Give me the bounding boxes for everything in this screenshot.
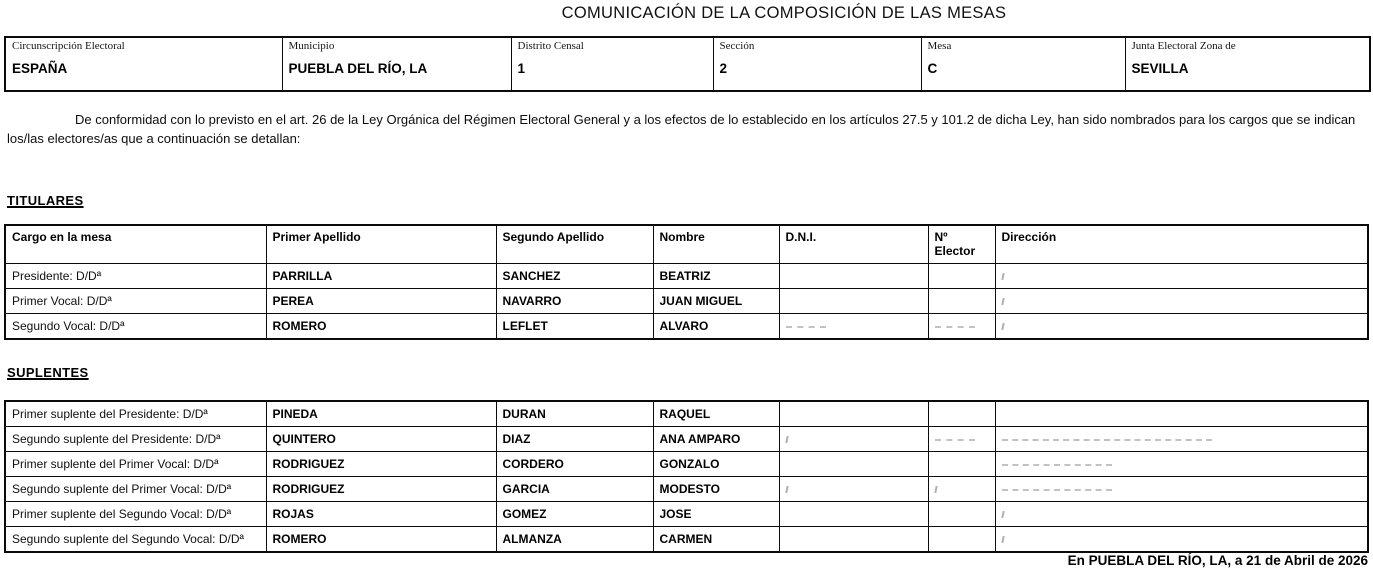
col-header-primer-apellido: Primer Apellido: [266, 225, 496, 264]
cell-primer-apellido: QUINTERO: [266, 427, 496, 452]
field-seccion: [713, 37, 921, 91]
field-value: ESPAÑA: [12, 61, 68, 76]
scan-artifact: [1002, 489, 1112, 491]
cell-dni: [779, 427, 928, 452]
cell-primer-apellido: PINEDA: [266, 401, 496, 427]
cell-segundo-apellido: LEFLET: [496, 314, 653, 340]
suplentes-heading: SUPLENTES: [7, 365, 89, 380]
cell-cargo: Primer suplente del Primer Vocal: D/Dª: [5, 452, 266, 477]
cell-nombre: CARMEN: [653, 527, 779, 553]
cell-nombre: ANA AMPARO: [653, 427, 779, 452]
cell-n-elector: [928, 427, 995, 452]
cell-cargo: Segundo suplente del Primer Vocal: D/Dª: [5, 477, 266, 502]
scan-artifact: [785, 436, 788, 443]
scan-artifact: [1001, 273, 1004, 280]
field-label: Municipio: [288, 40, 335, 52]
table-row: [5, 289, 1368, 314]
field-value: PUEBLA DEL RÍO, LA: [288, 61, 428, 76]
cell-direccion: [995, 452, 1368, 477]
cell-segundo-apellido: GARCIA: [496, 477, 653, 502]
cell-direccion: [995, 314, 1368, 340]
cell-dni: [779, 452, 928, 477]
cell-direccion: [995, 527, 1368, 553]
field-label: Sección: [719, 40, 755, 52]
scan-artifact: [935, 439, 975, 441]
cell-primer-apellido: ROJAS: [266, 502, 496, 527]
cell-nombre: JOSE: [653, 502, 779, 527]
scan-artifact: [1002, 439, 1212, 441]
cell-direccion: [995, 289, 1368, 314]
cell-cargo: Primer suplente del Segundo Vocal: D/Dª: [5, 502, 266, 527]
cell-cargo: Primer Vocal: D/Dª: [5, 289, 266, 314]
cell-segundo-apellido: DIAZ: [496, 427, 653, 452]
cell-segundo-apellido: NAVARRO: [496, 289, 653, 314]
cell-dni: [779, 527, 928, 553]
cell-nombre: BEATRIZ: [653, 264, 779, 289]
cell-segundo-apellido: GOMEZ: [496, 502, 653, 527]
cell-cargo: Segundo suplente del Presidente: D/Dª: [5, 427, 266, 452]
col-header-cargo: Cargo en la mesa: [5, 225, 266, 264]
cell-dni: [779, 401, 928, 427]
cell-direccion: [995, 477, 1368, 502]
col-header-nombre: Nombre: [653, 225, 779, 264]
field-label: Mesa: [927, 40, 952, 52]
cell-n-elector: [928, 452, 995, 477]
cell-direccion: [995, 427, 1368, 452]
field-junta-electoral: [1125, 37, 1370, 91]
cell-dni: [779, 264, 928, 289]
cell-segundo-apellido: SANCHEZ: [496, 264, 653, 289]
cell-n-elector: [928, 401, 995, 427]
scan-artifact: [786, 326, 826, 328]
cell-nombre: RAQUEL: [653, 401, 779, 427]
cell-primer-apellido: ROMERO: [266, 527, 496, 553]
cell-dni: [779, 289, 928, 314]
scan-artifact: [1002, 464, 1112, 466]
cell-segundo-apellido: ALMANZA: [496, 527, 653, 553]
titulares-table: [4, 224, 1369, 340]
suplentes-table: [4, 400, 1369, 553]
table-row: [5, 401, 1368, 427]
cell-direccion: [995, 264, 1368, 289]
scan-artifact: [1001, 536, 1004, 543]
cell-segundo-apellido: DURAN: [496, 401, 653, 427]
census-header-table: [4, 36, 1371, 92]
field-distrito-censal: [511, 37, 713, 91]
field-value: C: [927, 61, 938, 76]
field-value: 2: [719, 61, 728, 76]
cell-primer-apellido: RODRIGUEZ: [266, 477, 496, 502]
cell-direccion: [995, 401, 1368, 427]
cell-cargo: Segundo suplente del Segundo Vocal: D/Dª: [5, 527, 266, 553]
col-header-n-elector: Nº Elector: [928, 225, 995, 264]
table-row: [5, 427, 1368, 452]
field-label: Distrito Censal: [517, 40, 584, 52]
field-municipio: [282, 37, 511, 91]
cell-primer-apellido: ROMERO: [266, 314, 496, 340]
col-header-dni: D.N.I.: [779, 225, 928, 264]
table-row: [5, 502, 1368, 527]
cell-n-elector: [928, 477, 995, 502]
place-date-line: En PUEBLA DEL RÍO, LA, a 21 de Abril de 2026: [1067, 553, 1368, 568]
field-label: Junta Electoral Zona de: [1131, 40, 1236, 52]
col-header-segundo-apellido: Segundo Apellido: [496, 225, 653, 264]
page-title: COMUNICACIÓN DE LA COMPOSICIÓN DE LAS MESAS: [561, 4, 1007, 22]
cell-cargo: Primer suplente del Presidente: D/Dª: [5, 401, 266, 427]
cell-primer-apellido: PEREA: [266, 289, 496, 314]
field-value: 1: [517, 61, 526, 76]
cell-dni: [779, 314, 928, 340]
cell-segundo-apellido: CORDERO: [496, 452, 653, 477]
table-row: [5, 527, 1368, 553]
scan-artifact: [1001, 323, 1004, 330]
cell-dni: [779, 502, 928, 527]
titulares-heading: TITULARES: [7, 193, 84, 208]
titulares-header-row: [5, 225, 1368, 264]
cell-nombre: GONZALO: [653, 452, 779, 477]
cell-n-elector: [928, 527, 995, 553]
table-row: [5, 477, 1368, 502]
cell-n-elector: [928, 289, 995, 314]
scan-artifact: [1001, 298, 1004, 305]
col-header-direccion: Dirección: [995, 225, 1368, 264]
field-circunscripcion: [5, 37, 282, 91]
field-label: Circunscripción Electoral: [12, 40, 125, 52]
cell-primer-apellido: RODRIGUEZ: [266, 452, 496, 477]
cell-direccion: [995, 502, 1368, 527]
scan-artifact: [1001, 511, 1004, 518]
cell-dni: [779, 477, 928, 502]
scan-artifact: [934, 486, 937, 493]
cell-primer-apellido: PARRILLA: [266, 264, 496, 289]
field-mesa: [921, 37, 1125, 91]
table-row: [5, 264, 1368, 289]
cell-n-elector: [928, 314, 995, 340]
cell-n-elector: [928, 264, 995, 289]
field-value: SEVILLA: [1131, 61, 1189, 76]
cell-cargo: Presidente: D/Dª: [5, 264, 266, 289]
intro-paragraph: De conformidad con lo previsto en el art. 26 de la Ley Orgánica del Régimen Electoral General y a los efectos de lo establecido en los artículos 27.5 y 101.2 de dicha Ley, han sido nombrados para los cargos que se indican los/las electores/as que a continuación se detallan:: [7, 112, 1356, 146]
cell-nombre: ALVARO: [653, 314, 779, 340]
cell-n-elector: [928, 502, 995, 527]
cell-cargo: Segundo Vocal: D/Dª: [5, 314, 266, 340]
scan-artifact: [935, 326, 975, 328]
cell-nombre: MODESTO: [653, 477, 779, 502]
table-row: [5, 452, 1368, 477]
table-row: [5, 314, 1368, 340]
scan-artifact: [785, 486, 788, 493]
cell-nombre: JUAN MIGUEL: [653, 289, 779, 314]
